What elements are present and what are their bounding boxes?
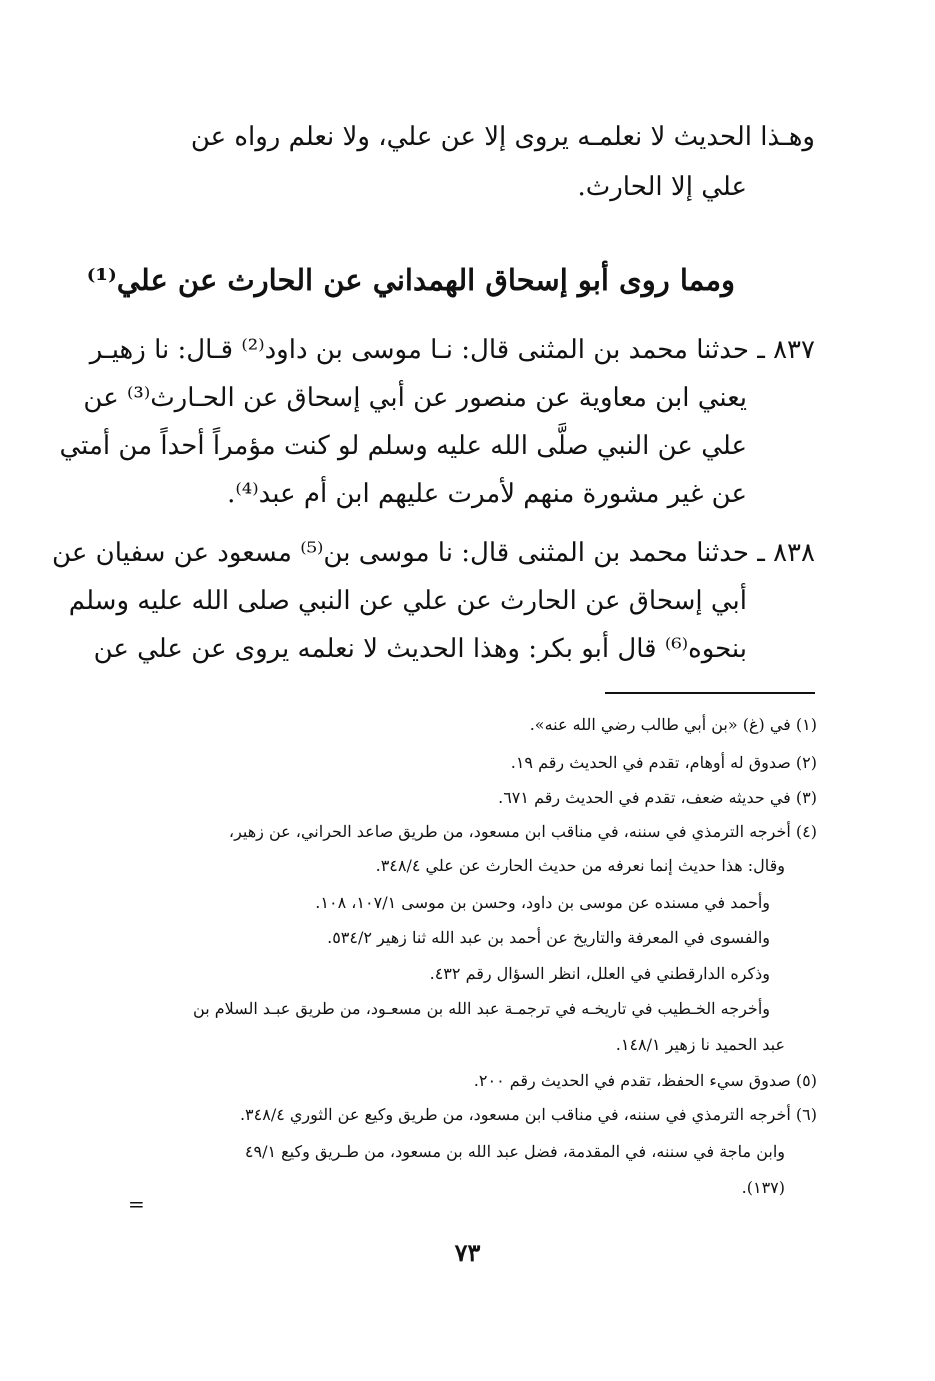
- footnote-4-line-4: والفسوى في المعرفة والتاريخ عن أحمد بن عبد الله ثنا زهير ٥٣٤/٢.: [327, 928, 770, 947]
- footnote-6-line-2: وابن ماجة في سننه، في المقدمة، فضل عبد الله بن مسعود، من طـريق وكيع ٤٩/١: [244, 1142, 785, 1161]
- footnote-separator: [605, 692, 815, 694]
- footnote-4-line-1: (٤) أخرجه الترمذي في سننه، في مناقب ابن مسعود، من طريق صاعد الحراني، عن زهير،: [228, 822, 817, 841]
- footnote-2: (٢) صدوق له أوهام، تقدم في الحديث رقم ١٩.: [510, 753, 817, 772]
- footnote-3: (٣) في حديثه ضعف، تقدم في الحديث رقم ٦٧١.: [498, 788, 817, 807]
- hadith-838-line-2: أبي إسحاق عن الحارث عن علي عن النبي صلى الله عليه وسلم: [68, 586, 747, 616]
- hadith-837-line-2: يعني ابن معاوية عن منصور عن أبي إسحاق عن الحـارث⁽³⁾ عن: [83, 383, 747, 413]
- footnote-4-line-7: عبد الحميد نا زهير ١٤٨/١.: [615, 1035, 785, 1054]
- footnote-5: (٥) صدوق سيء الحفظ، تقدم في الحديث رقم ٢٠٠.: [473, 1071, 817, 1090]
- hadith-838-line-3: بنحوه⁽⁶⁾ قال أبو بكر: وهذا الحديث لا نعلمه يروى عن علي عن: [93, 634, 747, 664]
- footnote-4-line-6: وأخرجه الخـطيب في تاريخـه في ترجمـة عبد الله بن مسعـود، من طريق عبـد السلام بن: [193, 999, 770, 1018]
- hadith-837-line-1: ٨٣٧ ـ حدثنا محمد بن المثنى قال: نـا موسى بن داود⁽²⁾ قـال: نا زهيـر: [89, 335, 815, 365]
- intro-line-2: علي إلا الحارث.: [577, 172, 747, 202]
- footnote-1: (١) في (غ) «بن أبي طالب رضي الله عنه».: [529, 715, 817, 734]
- hadith-837-line-3: علي عن النبي صلَّى الله عليه وسلم لو كنت مؤمراً أحداً من أمتي: [59, 431, 747, 461]
- intro-line-1: وهـذا الحديث لا نعلمـه يروى إلا عن علي، ولا نعلم رواه عن: [190, 122, 815, 152]
- footnote-4-line-2: وقال: هذا حديث إنما نعرفه من حديث الحارث عن علي ٣٤٨/٤.: [375, 856, 785, 875]
- page-number: ٧٣: [454, 1238, 481, 1267]
- footnote-4-line-3: وأحمد في مسنده عن موسى بن داود، وحسن بن موسى ١٠٧/١، ١٠٨.: [315, 893, 770, 912]
- footnote-6-line-3: (١٣٧).: [741, 1178, 785, 1197]
- footnote-6-line-1: (٦) أخرجه الترمذي في سننه، في مناقب ابن مسعود، من طريق وكيع عن الثوري ٣٤٨/٤.: [239, 1105, 817, 1124]
- footnote-4-line-5: وذكره الدارقطني في العلل، انظر السؤال رقم ٤٣٢.: [429, 964, 770, 983]
- section-heading: ومما روى أبو إسحاق الهمداني عن الحارث عن علي⁽¹⁾: [86, 263, 735, 297]
- continuation-mark: =: [128, 1192, 145, 1216]
- hadith-837-line-4: عن غير مشورة منهم لأمرت عليهم ابن أم عبد⁽⁴⁾.: [227, 479, 747, 509]
- hadith-838-line-1: ٨٣٨ ـ حدثنا محمد بن المثنى قال: نا موسى بن⁽⁵⁾ مسعود عن سفيان عن: [52, 538, 815, 568]
